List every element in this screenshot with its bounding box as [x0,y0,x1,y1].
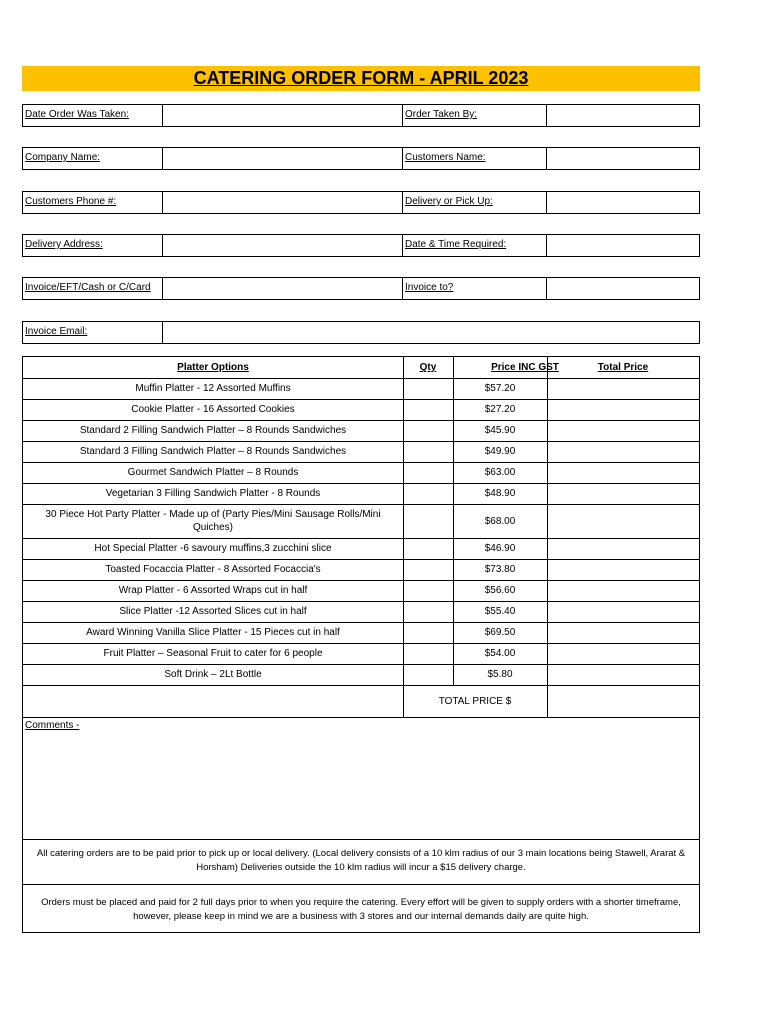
total-price-cell[interactable] [548,483,699,504]
qty-field[interactable] [404,441,452,462]
orders-note: Orders must be placed and paid for 2 full days prior to when you require the catering. Every effort will be given to supply orders with a shorter timeframe, however, please keep in mind we are a business with 3 stores and our internal demands daily are quite high. [41,897,681,922]
platter-option-name: Standard 2 Filling Sandwich Platter – 8 Rounds Sandwiches [79,425,347,436]
info-row [22,147,700,170]
platter-option-name: Cookie Platter - 16 Assorted Cookies [131,404,295,415]
qty-field[interactable] [404,420,452,441]
info-right-field[interactable] [548,278,699,299]
info-right-label: Order Taken By: [405,109,478,120]
info-left-field[interactable] [164,192,402,213]
platter-price: $57.20 [484,383,516,394]
qty-field[interactable] [404,601,452,622]
info-row [22,104,700,127]
qty-field[interactable] [404,643,452,664]
platter-price: $69.50 [484,627,516,638]
info-left-field[interactable] [164,278,402,299]
info-row [22,277,700,300]
total-price-cell[interactable] [548,580,699,601]
total-price-cell[interactable] [548,378,699,399]
platter-table [22,356,700,718]
info-right-label: Date & Time Required: [405,239,507,250]
platter-option-name: Award Winning Vanilla Slice Platter - 15 Pieces cut in half [86,627,340,638]
info-right-field[interactable] [548,192,699,213]
total-price-cell[interactable] [548,504,699,538]
qty-field[interactable] [404,538,452,559]
platter-option-name: Hot Special Platter -6 savoury muffins,3 zucchini slice [94,543,332,554]
qty-field[interactable] [404,399,452,420]
header-platter-options: Platter Options [177,362,249,373]
info-right-label: Invoice to? [405,282,454,293]
total-price-cell[interactable] [548,643,699,664]
platter-option-name: Fruit Platter – Seasonal Fruit to cater for 6 people [103,648,323,659]
info-left-label: Company Name: [25,152,101,163]
qty-field[interactable] [404,664,452,685]
platter-option-name: Standard 3 Filling Sandwich Platter – 8 Rounds Sandwiches [79,446,347,457]
comments-box[interactable] [22,717,700,933]
platter-price: $73.80 [484,564,516,575]
platter-option-name: Slice Platter -12 Assorted Slices cut in half [119,606,307,617]
delivery-note: All catering orders are to be paid prior to pick up or local delivery. (Local delivery consists of a 10 klm radius of our 3 main locations being Stawell, Ararat & Horsham) Deliveries outside the 10 klm radius will incur a $15 delivery charge. [36,848,686,873]
invoice-email-row [22,321,700,344]
platter-price: $68.00 [484,515,516,527]
total-price-cell[interactable] [548,462,699,483]
platter-price: $5.80 [487,669,513,680]
form-title-text: CATERING ORDER FORM - APRIL 2023 [193,68,529,88]
info-left-field[interactable] [164,105,402,126]
qty-field[interactable] [404,504,452,538]
total-price-cell[interactable] [548,441,699,462]
qty-field[interactable] [404,462,452,483]
info-right-field[interactable] [548,105,699,126]
total-price-field[interactable] [547,687,699,717]
invoice-email-field[interactable] [164,322,699,343]
platter-option-name: Toasted Focaccia Platter - 8 Assorted Focaccia's [105,564,321,575]
header-total-price: Total Price [597,362,649,373]
platter-option-name: Soft Drink – 2Lt Bottle [164,669,262,680]
info-right-label: Customers Name: [405,152,486,163]
total-price-cell[interactable] [548,559,699,580]
total-price-cell[interactable] [548,622,699,643]
platter-price: $45.90 [484,425,516,436]
platter-option-name: Wrap Platter - 6 Assorted Wraps cut in half [118,585,308,596]
info-left-field[interactable] [164,148,402,169]
total-price-cell[interactable] [548,538,699,559]
qty-field[interactable] [404,483,452,504]
total-price-cell[interactable] [548,420,699,441]
info-left-label: Delivery Address: [25,239,103,250]
qty-field[interactable] [404,378,452,399]
total-price-cell[interactable] [548,601,699,622]
qty-field[interactable] [404,622,452,643]
platter-price: $63.00 [484,467,516,478]
total-price-cell[interactable] [548,664,699,685]
info-row [22,234,700,257]
info-row [22,191,700,214]
info-right-field[interactable] [548,148,699,169]
platter-option-name: Vegetarian 3 Filling Sandwich Platter - 8 Rounds [105,488,321,499]
platter-price: $56.60 [484,585,516,596]
info-right-label: Delivery or Pick Up: [405,196,493,207]
platter-price: $49.90 [484,446,516,457]
qty-field[interactable] [404,580,452,601]
platter-option-name: 30 Piece Hot Party Platter - Made up of (Party Pies/Mini Sausage Rolls/Mini Quiches) [45,509,381,533]
platter-price: $48.90 [484,488,516,499]
comments-label: Comments - [25,720,80,731]
total-price-label: TOTAL PRICE $ [438,696,512,707]
invoice-email-label: Invoice Email: [25,326,88,337]
qty-field[interactable] [404,559,452,580]
info-left-label: Customers Phone #: [25,196,117,207]
platter-price: $46.90 [484,543,516,554]
platter-price: $54.00 [484,648,516,659]
platter-option-name: Muffin Platter - 12 Assorted Muffins [135,383,291,394]
info-left-field[interactable] [164,235,402,256]
header-qty: Qty [419,362,437,373]
platter-price: $27.20 [484,404,516,415]
total-price-cell[interactable] [548,399,699,420]
platter-option-name: Gourmet Sandwich Platter – 8 Rounds [127,467,299,478]
info-left-label: Invoice/EFT/Cash or C/Card [25,282,151,293]
platter-price: $55.40 [484,606,516,617]
info-left-label: Date Order Was Taken: [25,109,129,120]
info-right-field[interactable] [548,235,699,256]
form-title [22,66,700,91]
header-price: Price INC GST [491,362,559,373]
